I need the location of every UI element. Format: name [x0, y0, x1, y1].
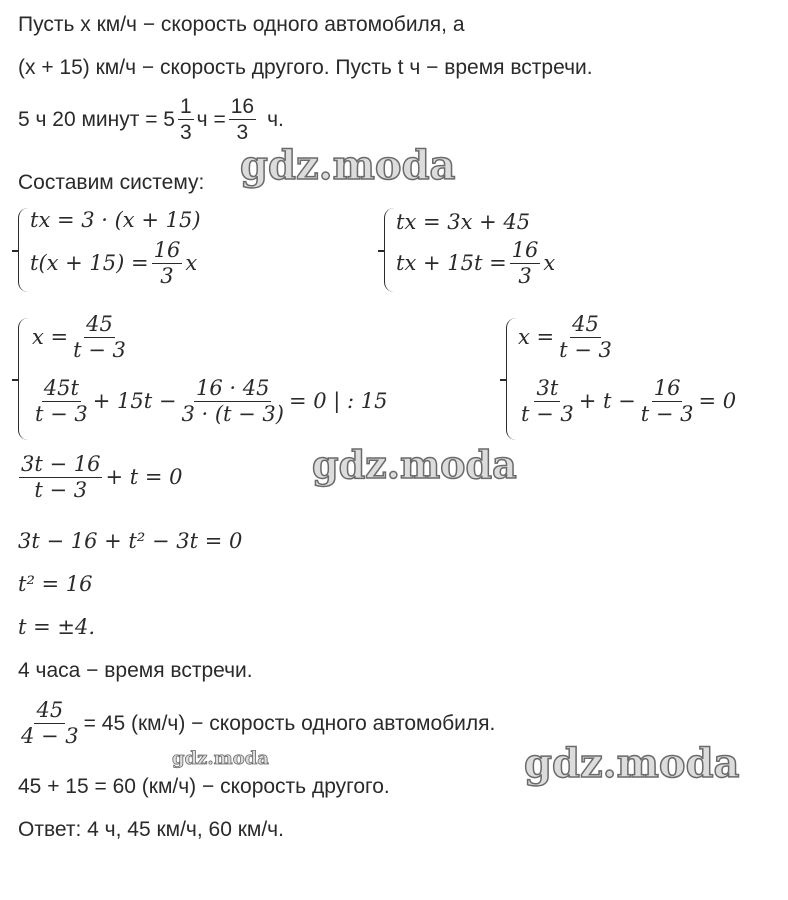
time-text-b: ч =	[196, 108, 226, 131]
fraction	[179, 378, 286, 425]
fraction	[519, 378, 576, 425]
watermark-logo: gdz.moda	[312, 442, 517, 487]
system3-row1	[32, 314, 131, 361]
fraction-denominator: t − 3	[640, 402, 694, 426]
text-line-speed-second: (x + 15) км/ч − скорость другого. Пусть t ч − время встречи.	[18, 56, 593, 79]
watermark-logo: gdz.moda	[524, 740, 740, 787]
fraction-numerator: 3t	[536, 376, 559, 400]
system4-row2	[516, 378, 736, 425]
fraction-numerator: 16	[653, 376, 681, 400]
fraction-numerator: 16	[153, 238, 181, 262]
fraction-denominator: 4 − 3	[21, 724, 79, 748]
fraction-numerator: 16 · 45	[195, 376, 270, 400]
fraction	[152, 240, 183, 287]
fraction-denominator: t − 3	[34, 478, 88, 502]
system1-row2-b: x	[185, 251, 198, 275]
fraction	[510, 240, 541, 287]
fraction-denominator: t − 3	[559, 338, 612, 362]
time-text-c: ч.	[267, 108, 284, 131]
equation-rest: + t = 0	[105, 465, 183, 489]
fraction-numerator: 45	[86, 312, 113, 336]
fraction-denominator: t − 3	[73, 338, 126, 362]
answer-line: Ответ: 4 ч, 45 км/ч, 60 км/ч.	[18, 818, 284, 841]
equation-t-squared: t² = 16	[18, 572, 93, 596]
equation-first-speed	[16, 700, 495, 747]
watermark-logo: gdz.moda	[172, 748, 269, 769]
fraction	[639, 378, 696, 425]
fraction-numerator: 45	[36, 698, 64, 722]
first-speed-text: = 45 (км/ч) − скорость одного автомобиля.	[83, 712, 496, 735]
watermark-logo: gdz.moda	[240, 142, 456, 189]
system1-row1: tx = 3 · (x + 15)	[30, 208, 201, 232]
fraction-denominator: 3	[518, 264, 532, 288]
system3-row1-a: x =	[32, 325, 69, 349]
fraction-denominator: 3 · (t − 3)	[181, 402, 284, 426]
fraction-numerator: 1	[179, 95, 192, 118]
equation-expanded: 3t − 16 + t² − 3t = 0	[18, 529, 243, 553]
fraction	[557, 314, 614, 361]
system4-row1-a: x =	[518, 325, 555, 349]
system3-row2-b: = 0 | : 15	[288, 389, 388, 413]
fraction-denominator: t − 3	[521, 402, 574, 426]
fraction-numerator: 16	[511, 238, 539, 262]
fraction-sixteen-thirds	[229, 96, 256, 143]
equation-fraction-sum	[16, 454, 183, 501]
fraction-denominator: t − 3	[35, 402, 88, 426]
text-line-second-speed: 45 + 15 = 60 (км/ч) − скорость другого.	[18, 775, 390, 798]
text-line-time-conversion	[18, 96, 284, 143]
system1-row2-a: t(x + 15) =	[30, 251, 149, 275]
system2-row1: tx = 3x + 45	[396, 210, 531, 234]
fraction-numerator: 16	[230, 95, 255, 118]
system3-row2	[30, 378, 388, 425]
fraction	[71, 314, 128, 361]
fraction-numerator: 45t	[43, 376, 79, 400]
fraction-numerator: 3t − 16	[21, 452, 101, 476]
fraction	[19, 700, 81, 747]
fraction	[19, 454, 102, 501]
text-line-speed-first: Пусть x км/ч − скорость одного автомобиля, а	[18, 13, 465, 36]
system4-row2-b: = 0	[698, 389, 737, 413]
time-text-a: 5 ч 20 минут = 5	[18, 108, 175, 131]
fraction-one-third	[178, 96, 194, 143]
system4-row2-a: + t −	[578, 389, 636, 413]
fraction-denominator: 3	[236, 121, 249, 144]
fraction-denominator: 3	[160, 264, 174, 288]
system4-row1	[518, 314, 617, 361]
system2-row2-b: x	[543, 251, 556, 275]
system2-row2-a: tx + 15t =	[396, 251, 507, 275]
equation-t-solution: t = ±4.	[18, 615, 96, 639]
fraction-denominator: 3	[179, 121, 192, 144]
fraction-numerator: 45	[572, 312, 599, 336]
system2-row2	[396, 240, 555, 287]
fraction	[33, 378, 90, 425]
text-line-meeting-time: 4 часа − время встречи.	[18, 659, 253, 682]
text-line-compose-system: Составим систему:	[18, 171, 205, 194]
system3-row2-a: + 15t −	[92, 389, 177, 413]
system1-row2	[30, 240, 197, 287]
